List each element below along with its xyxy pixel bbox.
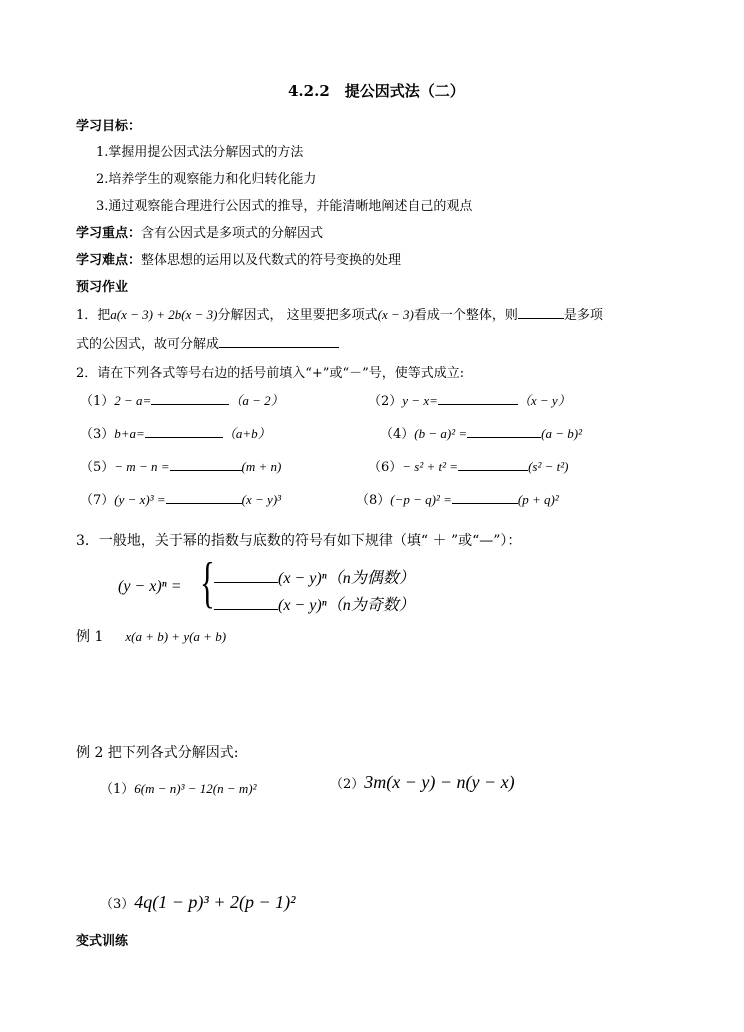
example-expression: x(a + b) + y(a + b) (125, 629, 227, 644)
example-2-heading: 例 2 把下列各式分解因式: (76, 745, 239, 761)
q3-case-even (214, 565, 415, 588)
q1-expression: a(x − 3) + 2b(x − 3) (110, 307, 218, 322)
part-expression: 4q(1 − p)³ + 2(p − 1)² (134, 892, 296, 912)
example-1 (76, 626, 226, 646)
goals-heading: 学习目标： (76, 119, 142, 134)
item-rhs: (p + q)² (517, 492, 559, 507)
part-expression: 3m(x − y) − n(y − x) (364, 772, 515, 792)
item-lhs: (−p − q)² = (390, 492, 452, 507)
q2-item (80, 489, 281, 508)
item-number: （1） (80, 394, 115, 409)
curly-brace-icon: { (200, 552, 215, 614)
item-lhs: y − x= (402, 393, 438, 408)
item-lhs: b+a= (114, 426, 145, 441)
item-number: （3） (80, 427, 115, 442)
item-rhs: (s² − t²) (528, 459, 569, 474)
item-number: （5） (80, 460, 115, 475)
difficulty-label: 学习难点： (76, 253, 142, 268)
example-2-part-2 (330, 772, 515, 793)
answer-blank[interactable] (166, 491, 242, 504)
question-1-line-2 (76, 333, 339, 352)
answer-blank[interactable] (170, 458, 242, 471)
q1-expression: (x − 3) (377, 307, 414, 322)
part-number: （1） (100, 782, 135, 797)
answer-blank[interactable] (452, 491, 518, 504)
item-number: （8） (356, 493, 391, 508)
q2-item (356, 489, 559, 508)
answer-blank[interactable] (145, 425, 223, 438)
answer-blank[interactable] (438, 392, 518, 405)
item-lhs: (b − a)² = (414, 426, 468, 441)
item-lhs: (y − x)³ = (114, 492, 166, 507)
key-point-label: 学习重点： (76, 226, 142, 241)
item-number: （6） (368, 460, 403, 475)
item-rhs: (m + n) (241, 459, 282, 474)
part-expression: 6(m − n)³ − 12(n − m)² (134, 781, 257, 796)
difficulty-text: 整体思想的运用以及代数式的符号变换的处理 (141, 253, 402, 268)
answer-blank[interactable] (219, 335, 339, 348)
q1-text: 是多项 (563, 308, 603, 323)
case-expression: (x − y)ⁿ（n为奇数） (278, 597, 415, 614)
question-2-text: 2．请在下列各式等号右边的括号前填入“+”或“－”号，使等式成立: (76, 366, 465, 381)
item-lhs: 2 − a= (114, 393, 152, 408)
item-rhs: (a − b)² (541, 426, 582, 441)
answer-blank[interactable] (518, 306, 564, 319)
item-rhs: （a − 2） (229, 393, 284, 408)
q1-text: 式的公因式，故可分解成 (76, 337, 220, 352)
q2-item (80, 423, 271, 442)
item-number: （4） (380, 427, 415, 442)
item-rhs: （a+b） (222, 426, 271, 441)
example-label: 例 1 (76, 629, 104, 645)
item-lhs: − m − n = (114, 459, 170, 474)
answer-blank[interactable] (214, 597, 278, 610)
page-title: 4.2.2 提公因式法（二） (288, 82, 465, 100)
preview-heading: 预习作业 (76, 280, 129, 295)
goal-item: 3.通过观察能合理进行公因式的推导，并能清晰地阐述自己的观点 (96, 199, 473, 214)
q3-lhs: (y − x)ⁿ = (118, 578, 182, 595)
question-1-line-1 (76, 304, 603, 323)
part-number: （2） (330, 777, 365, 792)
example-2-part-1 (100, 778, 257, 797)
answer-blank[interactable] (467, 425, 541, 438)
answer-blank[interactable] (214, 570, 278, 583)
item-lhs: − s² + t² = (402, 459, 459, 474)
q1-text: 1．把 (76, 308, 111, 323)
item-rhs: （x − y） (517, 393, 571, 408)
question-3-text: 3．一般地，关于幂的指数与底数的符号有如下规律（填“ ＋ ”或“—”）： (76, 533, 522, 549)
part-number: （3） (100, 897, 135, 912)
q2-item (80, 456, 281, 475)
answer-blank[interactable] (151, 392, 229, 405)
q2-item (80, 390, 284, 409)
key-point (76, 222, 323, 241)
difficulty (76, 249, 401, 268)
q2-item (368, 456, 568, 475)
q1-text: 看成一个整体，则 (413, 308, 518, 323)
q3-case-odd (214, 592, 415, 615)
goal-item: 2.培养学生的观察能力和化归转化能力 (96, 172, 317, 187)
goal-item: 1.掌握用提公因式法分解因式的方法 (96, 145, 304, 160)
example-2-part-3 (100, 892, 296, 913)
item-number: （2） (368, 394, 403, 409)
answer-blank[interactable] (458, 458, 528, 471)
q2-item (368, 390, 571, 409)
q2-item (380, 423, 582, 442)
item-rhs: (x − y)³ (241, 492, 282, 507)
item-number: （7） (80, 493, 115, 508)
practice-heading: 变式训练 (76, 934, 129, 949)
case-expression: (x − y)ⁿ（n为偶数） (278, 570, 415, 587)
key-point-text: 含有公因式是多项式的分解因式 (141, 226, 324, 241)
q1-text: 分解因式， 这里要把多项式 (217, 308, 378, 323)
